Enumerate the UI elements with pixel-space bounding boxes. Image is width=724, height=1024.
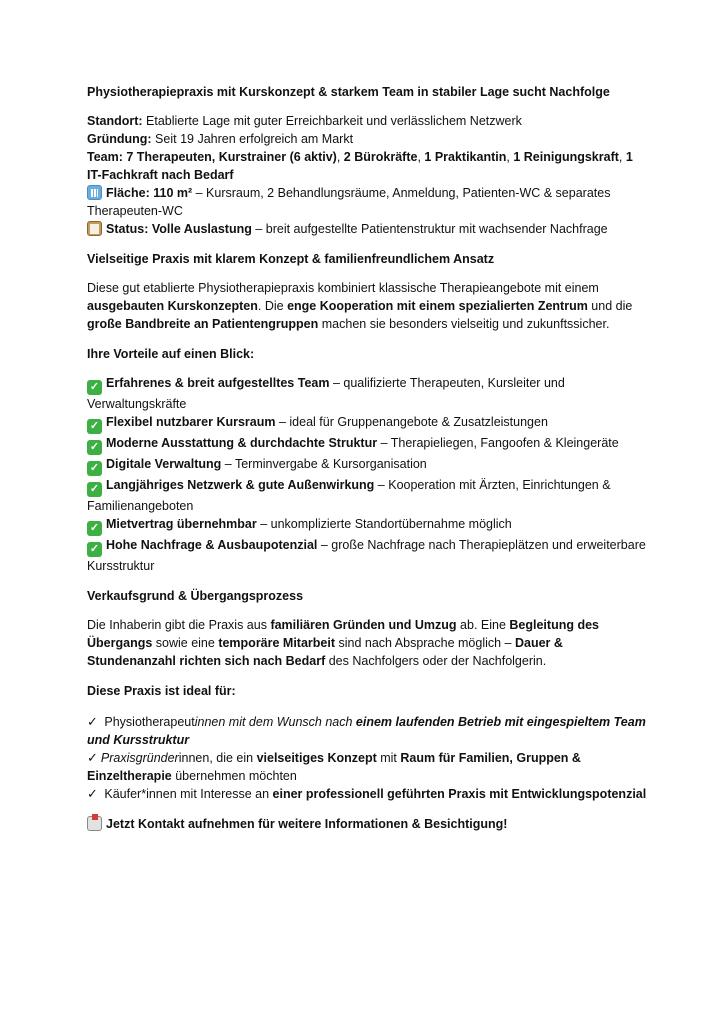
- item-bold: Mietvertrag übernehmbar: [106, 517, 257, 531]
- text-run: innen mit dem Wunsch nach: [194, 715, 356, 729]
- text-run: sowie eine: [152, 636, 219, 650]
- item-text: – qualifizierte Therapeuten, Kursleiter und Verwaltungskräfte: [87, 376, 565, 411]
- text-run: des Nachfolgers oder der Nachfolgerin.: [325, 654, 547, 668]
- section-heading: Diese Praxis ist ideal für:: [87, 684, 236, 698]
- item-bold: Moderne Ausstattung & durchdachte Struktur: [106, 436, 378, 450]
- check-icon: ✓: [87, 482, 102, 497]
- status-label: Status: Volle Auslastung: [106, 222, 252, 236]
- check-icon: ✓: [87, 440, 102, 455]
- item-text: – unkomplizierte Standortübernahme möglich: [256, 517, 512, 531]
- list-item: [87, 713, 647, 749]
- text-run: Raum für Familien, Gruppen & Einzeltherapie: [87, 751, 581, 783]
- cta-text: Jetzt Kontakt aufnehmen für weitere Informationen & Besichtigung!: [106, 817, 508, 831]
- list-item: [87, 374, 647, 413]
- tick-icon: ✓: [87, 750, 98, 765]
- text-run: Physiotherapeut: [100, 715, 195, 729]
- list-item: [87, 413, 647, 434]
- page-title: Physiotherapiepraxis mit Kurskonzept & starkem Team in stabiler Lage sucht Nachfolge: [87, 85, 610, 99]
- gruendung-label: Gründung:: [87, 132, 152, 146]
- text-run: große Bandbreite an Patientengruppen: [87, 317, 319, 331]
- list-item: [87, 785, 647, 803]
- team-part: 1 IT-Fachkraft nach Bedarf: [87, 150, 633, 182]
- text-run: Begleitung des Übergangs: [87, 618, 599, 650]
- text-run: einem laufenden Betrieb mit eingespieltem Team und Kursstruktur: [87, 715, 646, 747]
- standort-text: Etablierte Lage mit guter Erreichbarkeit und verlässlichem Netzwerk: [142, 114, 522, 128]
- text-run: innen, die ein: [178, 751, 257, 765]
- list-item: [87, 476, 647, 515]
- team-sep: ,: [336, 150, 344, 164]
- item-bold: Flexibel nutzbarer Kursraum: [106, 415, 276, 429]
- item-text: – Kooperation mit Ärzten, Einrichtungen & Familienangeboten: [87, 478, 611, 513]
- check-icon: ✓: [87, 419, 102, 434]
- text-run: übernehmen möchten: [171, 769, 297, 783]
- intro-paragraph: [87, 279, 647, 333]
- list-item: [87, 536, 647, 575]
- item-bold: Hohe Nachfrage & Ausbaupotenzial: [106, 538, 318, 552]
- list-item: [87, 749, 647, 785]
- tick-icon: ✓: [87, 714, 98, 729]
- item-bold: Erfahrenes & breit aufgestelltes Team: [106, 376, 330, 390]
- ideal-list: [87, 713, 647, 803]
- check-icon: ✓: [87, 461, 102, 476]
- flaeche-label: Fläche: 110 m²: [106, 186, 193, 200]
- text-run: Diese gut etablierte Physiotherapiepraxis kombiniert klassische Therapieangebote mit einem: [87, 281, 599, 295]
- flaeche-text: – Kursraum, 2 Behandlungsräume, Anmeldung, Patienten-WC & separates Therapeuten-WC: [87, 186, 611, 218]
- flaeche-line: [87, 184, 647, 220]
- section-heading: Vielseitige Praxis mit klarem Konzept & familienfreundlichem Ansatz: [87, 252, 495, 266]
- advantages-list: [87, 374, 647, 575]
- text-run: vielseitiges Konzept: [256, 751, 377, 765]
- list-item: [87, 434, 647, 455]
- team-part: 1 Reinigungskraft: [513, 150, 619, 164]
- team-line: [87, 148, 647, 184]
- document-page: [87, 83, 647, 833]
- text-run: familiären Gründen und Umzug: [270, 618, 457, 632]
- tick-icon: ✓: [87, 786, 98, 801]
- outbox-tray-icon: [87, 816, 102, 831]
- status-text: – breit aufgestellte Patientenstruktur mit wachsender Nachfrage: [251, 222, 608, 236]
- section-heading: Verkaufsgrund & Übergangsprozess: [87, 589, 304, 603]
- check-icon: ✓: [87, 380, 102, 395]
- standort-label: Standort:: [87, 114, 143, 128]
- item-text: – große Nachfrage nach Therapieplätzen und erweiterbare Kursstruktur: [87, 538, 646, 573]
- clipboard-icon: [87, 221, 102, 236]
- team-sep: ,: [417, 150, 425, 164]
- text-run: temporäre Mitarbeit: [218, 636, 336, 650]
- text-run: ab. Eine: [456, 618, 510, 632]
- text-run: . Die: [257, 299, 288, 313]
- item-text: – Terminvergabe & Kursorganisation: [221, 457, 427, 471]
- check-icon: ✓: [87, 521, 102, 536]
- cta-line: [87, 815, 647, 833]
- text-run: einer professionell geführten Praxis mit Entwicklungspotenzial: [272, 787, 647, 801]
- status-line: [87, 220, 647, 238]
- team-part: 1 Praktikantin: [424, 150, 507, 164]
- section-heading: Ihre Vorteile auf einen Blick:: [87, 347, 255, 361]
- text-run: Dauer & Stundenanzahl richten sich nach Bedarf: [87, 636, 563, 668]
- item-bold: Langjähriges Netzwerk & gute Außenwirkung: [106, 478, 375, 492]
- list-item: [87, 515, 647, 536]
- team-part: 2 Bürokräfte: [343, 150, 418, 164]
- text-run: Käufer*innen mit Interesse an: [100, 787, 273, 801]
- text-run: Die Inhaberin gibt die Praxis aus: [87, 618, 271, 632]
- team-sep: ,: [618, 150, 626, 164]
- gruendung-line: [87, 130, 647, 148]
- check-icon: ✓: [87, 542, 102, 557]
- team-sep: ,: [506, 150, 514, 164]
- text-run: und die: [587, 299, 633, 313]
- text-run: enge Kooperation mit einem spezialierten Zentrum: [287, 299, 588, 313]
- text-run: machen sie besonders vielseitig und zukunftssicher.: [318, 317, 610, 331]
- item-text: – Therapieliegen, Fangoofen & Kleingeräte: [377, 436, 619, 450]
- team-part: Team: 7 Therapeuten, Kurstrainer (6 aktiv): [87, 150, 337, 164]
- text-run: sind nach Absprache möglich –: [335, 636, 515, 650]
- item-bold: Digitale Verwaltung: [106, 457, 222, 471]
- facts-block: [87, 112, 647, 238]
- text-run: ausgebauten Kurskonzepten: [87, 299, 258, 313]
- gruendung-text: Seit 19 Jahren erfolgreich am Markt: [151, 132, 354, 146]
- text-run: mit: [376, 751, 401, 765]
- item-text: – ideal für Gruppenangebote & Zusatzleistungen: [275, 415, 548, 429]
- transition-paragraph: [87, 616, 647, 670]
- list-item: [87, 455, 647, 476]
- standort-line: [87, 112, 647, 130]
- text-run: Praxisgründer: [100, 751, 179, 765]
- building-icon: [87, 185, 102, 200]
